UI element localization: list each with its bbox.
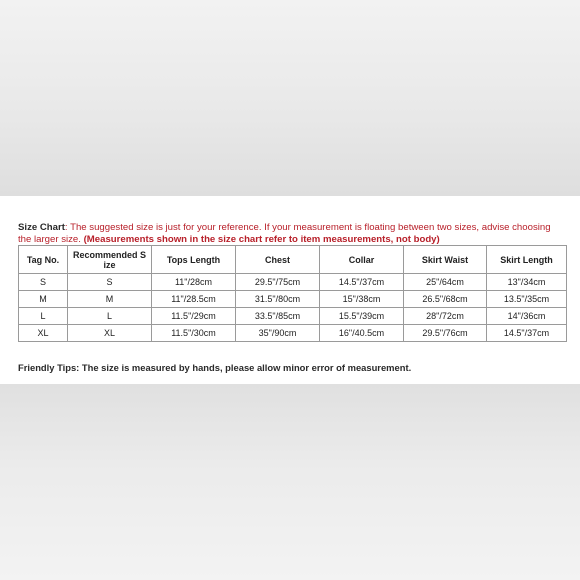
table-row <box>19 325 567 342</box>
table-cell: 11.5"/29cm <box>152 308 236 325</box>
table-cell: 15"/38cm <box>320 291 404 308</box>
size-chart-note: (Measurements shown in the size chart refer to item measurements, not body) <box>83 233 440 245</box>
table-row <box>19 308 567 325</box>
table-cell: 11"/28.5cm <box>152 291 236 308</box>
table-cell: 13.5"/35cm <box>487 291 567 308</box>
table-row <box>19 274 567 291</box>
table-cell: 11"/28cm <box>152 274 236 291</box>
table-cell: 15.5"/39cm <box>320 308 404 325</box>
table-header-row <box>19 246 567 274</box>
size-chart-description: : The suggested size is just for your reference. If your measurement is floating between two sizes, advise choosing the larger size. <box>18 222 551 245</box>
header-tag-no: Tag No. <box>19 246 68 274</box>
table-row <box>19 291 567 308</box>
size-table <box>18 245 567 342</box>
table-cell: 26.5"/68cm <box>404 291 487 308</box>
blurred-background-bottom <box>0 384 580 580</box>
table-cell: L <box>19 308 68 325</box>
table-cell: 14.5"/37cm <box>320 274 404 291</box>
header-chest: Chest <box>236 246 320 274</box>
table-cell: 29.5"/76cm <box>404 325 487 342</box>
table-cell: 13"/34cm <box>487 274 567 291</box>
table-cell: 28"/72cm <box>404 308 487 325</box>
header-tops-length: Tops Length <box>152 246 236 274</box>
table-cell: 35"/90cm <box>236 325 320 342</box>
header-skirt-waist: Skirt Waist <box>404 246 487 274</box>
size-chart-intro <box>18 222 566 245</box>
friendly-tips: Friendly Tips: The size is measured by hands, please allow minor error of measurement. <box>18 362 412 373</box>
table-cell: S <box>68 274 152 291</box>
table-cell: 31.5"/80cm <box>236 291 320 308</box>
table-cell: 25"/64cm <box>404 274 487 291</box>
table-cell: 14.5"/37cm <box>487 325 567 342</box>
table-cell: M <box>68 291 152 308</box>
table-cell: XL <box>68 325 152 342</box>
table-cell: 16"/40.5cm <box>320 325 404 342</box>
header-recommended-size: Recommended S ize <box>68 246 152 274</box>
table-cell: 14"/36cm <box>487 308 567 325</box>
header-skirt-length: Skirt Length <box>487 246 567 274</box>
size-chart-heading: Size Chart <box>18 222 65 233</box>
table-cell: 11.5"/30cm <box>152 325 236 342</box>
table-cell: L <box>68 308 152 325</box>
table-cell: 29.5"/75cm <box>236 274 320 291</box>
table-cell: S <box>19 274 68 291</box>
table-cell: XL <box>19 325 68 342</box>
table-cell: 33.5"/85cm <box>236 308 320 325</box>
header-collar: Collar <box>320 246 404 274</box>
blurred-background-top <box>0 0 580 196</box>
table-cell: M <box>19 291 68 308</box>
